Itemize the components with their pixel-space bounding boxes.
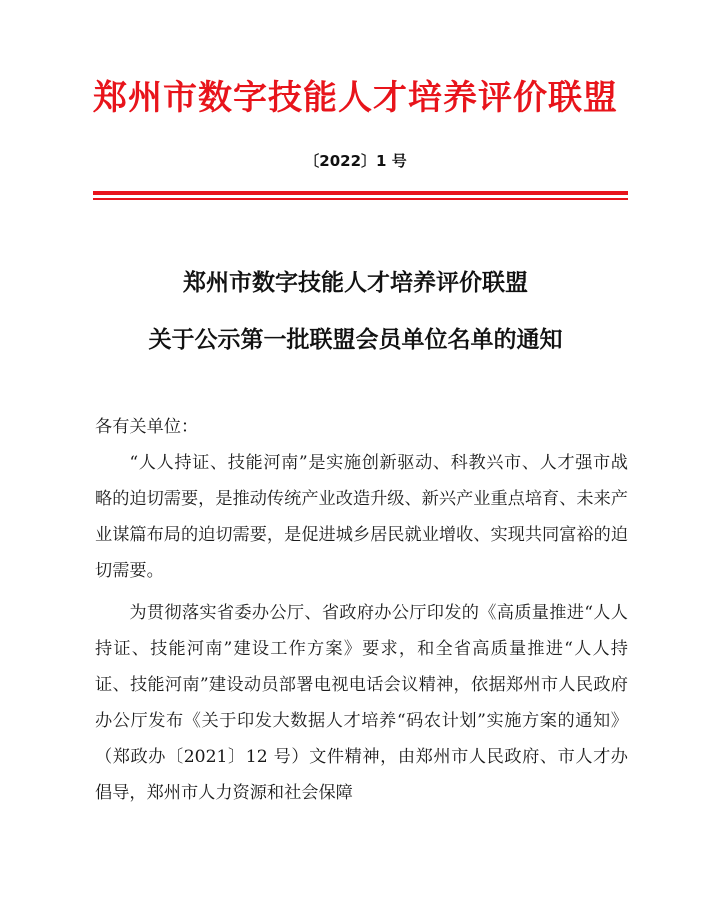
document-header-org-name: 郑州市数字技能人才培养评价联盟	[93, 78, 618, 118]
document-number: 〔2022〕1 号	[304, 152, 407, 170]
header-divider-thick	[93, 191, 628, 195]
notice-title-line-2: 关于公示第一批联盟会员单位名单的通知	[148, 326, 563, 353]
body-paragraph-1: “人人持证、技能河南”是实施创新驱动、科教兴市、人才强市战略的迫切需要，是推动传统产业改造升级、新兴产业重点培育、未来产业谋篇布局的迫切需要，是促进城乡居民就业增收、实现共同富裕的迫切需要。	[95, 453, 628, 581]
salutation: 各有关单位：	[95, 417, 199, 437]
notice-title-line-1: 郑州市数字技能人才培养评价联盟	[183, 269, 528, 296]
header-divider-thin	[93, 198, 628, 200]
body-paragraph-2: 为贯彻落实省委办公厅、省政府办公厅印发的《高质量推进“人人持证、技能河南”建设工作方案》要求，和全省高质量推进“人人持证、技能河南”建设动员部署电视电话会议精神，依据郑州市人民政府办公厅发布《关于印发大数据人才培养“码农计划”实施方案的通知》（郑政办〔2021〕12 号）文件精神，由郑州市人民政府、市人才办倡导，郑州市人力资源和社会保障	[95, 603, 628, 803]
